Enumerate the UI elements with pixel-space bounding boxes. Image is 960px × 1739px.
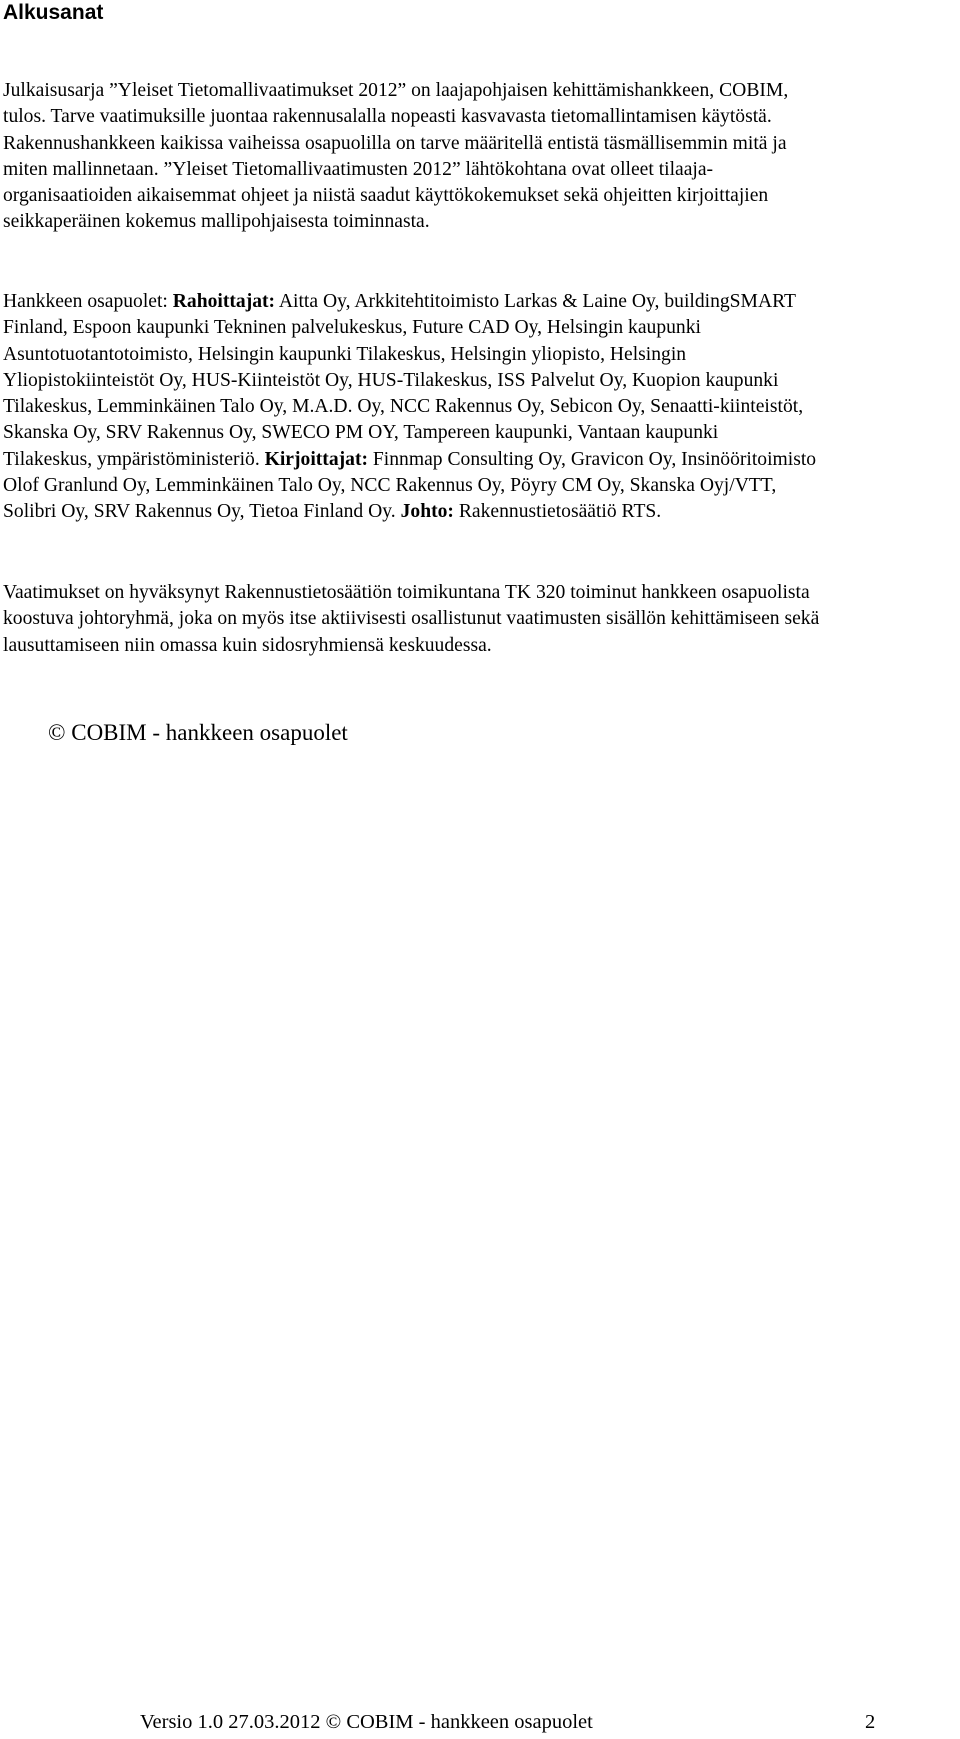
intro-paragraph	[3, 78, 943, 236]
participants-line	[3, 289, 959, 315]
footer-version-text: Versio 1.0 27.03.2012 © COBIM - hankkeen osapuolet	[140, 1711, 593, 1733]
participants-line: Asuntotuotantotoimisto, Helsingin kaupunki Tilakeskus, Helsingin yliopisto, Helsingin	[3, 343, 687, 365]
participants-line: Tilakeskus, Lemminkäinen Talo Oy, M.A.D. Oy, NCC Rakennus Oy, Sebicon Oy, Senaatti-kiinteistöt,	[3, 396, 804, 418]
lead-label: Johto:	[400, 501, 454, 523]
page-footer	[0, 1708, 960, 1736]
page-number: 2	[865, 1711, 876, 1733]
participants-paragraph	[3, 289, 959, 526]
intro-line: seikkaperäinen kokemus mallipohjaisesta toiminnasta.	[3, 211, 430, 233]
participants-line: Olof Granlund Oy, Lemminkäinen Talo Oy, NCC Rakennus Oy, Pöyry CM Oy, Skanska Oyj/VTT,	[3, 475, 777, 497]
participants-line: Skanska Oy, SRV Rakennus Oy, SWECO PM OY, Tampereen kaupunki, Vantaan kaupunki	[3, 422, 719, 444]
approval-line: koostuva johtoryhmä, joka on myös itse aktiivisesti osallistunut vaatimusten sisällön kehittämiseen sekä	[3, 608, 820, 630]
participants-line: Finland, Espoon kaupunki Tekninen palvelukeskus, Future CAD Oy, Helsingin kaupunki	[3, 317, 701, 339]
participants-line	[3, 447, 959, 473]
page-title: Alkusanat	[3, 1, 104, 24]
participants-line	[3, 499, 959, 525]
participants-text: Tilakeskus, ympäristöministeriö.	[3, 448, 265, 470]
intro-line: organisaatioiden aikaisemmat ohjeet ja niistä saadut käyttökokemukset sekä ohjeitten kirjoittajien	[3, 185, 769, 207]
intro-line: Rakennushankkeen kaikissa vaiheissa osapuolilla on tarve määritellä entistä täsmällisemmin mitä ja	[3, 132, 787, 154]
copyright-notice: © COBIM - hankkeen osapuolet	[48, 720, 348, 745]
funders-text: Aitta Oy, Arkkitehtitoimisto Larkas & Laine Oy, buildingSMART	[275, 291, 796, 312]
participants-text: Solibri Oy, SRV Rakennus Oy, Tietoa Finland Oy.	[3, 501, 401, 523]
participants-lead: Hankkeen osapuolet:	[3, 291, 173, 312]
intro-line: miten mallinnetaan. ”Yleiset Tietomallivaatimusten 2012” lähtökohtana ovat olleet tilaaja-	[3, 158, 714, 180]
approval-line: lausuttamiseen niin omassa kuin sidosryhmiensä keskuudessa.	[3, 634, 492, 656]
funders-label: Rahoittajat:	[172, 291, 276, 312]
lead-text: Rakennustietosäätiö RTS.	[453, 501, 662, 523]
intro-line: Julkaisusarja ”Yleiset Tietomallivaatimukset 2012” on laajapohjaisen kehittämishankkeen, COBIM,	[3, 80, 789, 101]
writers-label: Kirjoittajat:	[264, 448, 368, 470]
writers-text: Finnmap Consulting Oy, Gravicon Oy, Insinööritoimisto	[368, 448, 817, 470]
approval-paragraph	[3, 580, 959, 659]
intro-line: tulos. Tarve vaatimuksille juontaa rakennusalalla nopeasti kasvavasta tietomallintamisen käytöstä.	[3, 106, 772, 128]
approval-line: Vaatimukset on hyväksynyt Rakennustietosäätiön toimikuntana TK 320 toiminut hankkeen osapuolista	[3, 582, 810, 603]
participants-line: Yliopistokiinteistöt Oy, HUS-Kiinteistöt Oy, HUS-Tilakeskus, ISS Palvelut Oy, Kuopion kaupunki	[3, 369, 779, 391]
